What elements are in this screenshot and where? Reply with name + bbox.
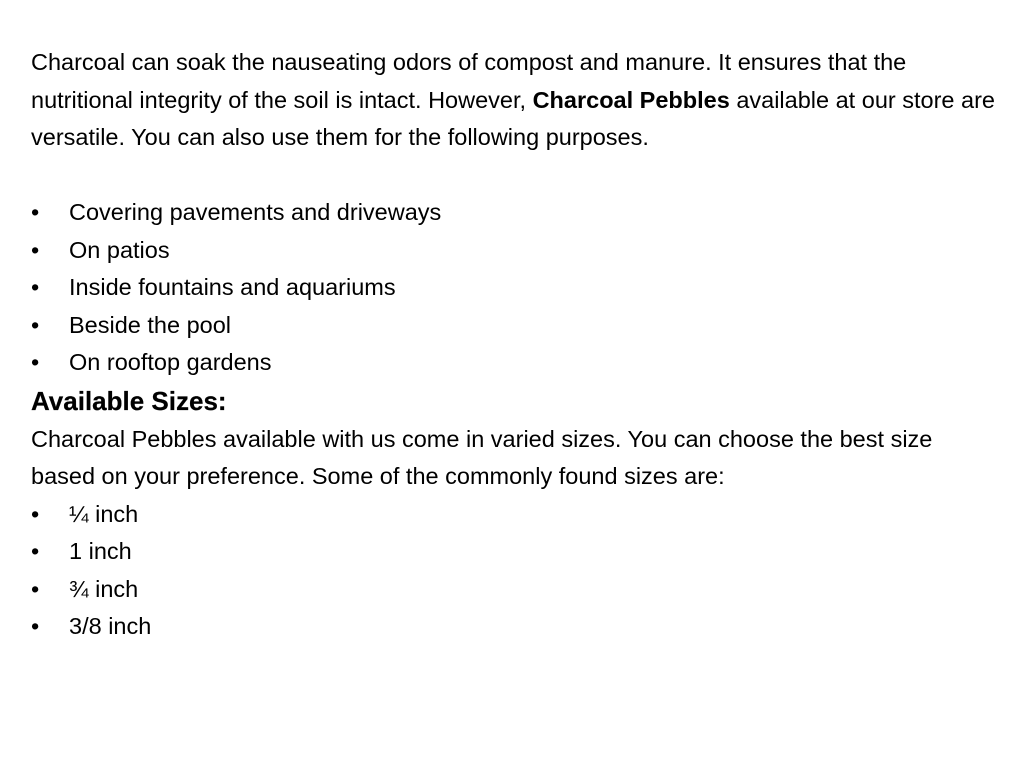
bullet-icon: • [31,199,40,225]
intro-text-before: Charcoal can soak the nauseating odors of compost and manure. It ensures that the nutritional integrity of the soil is intact. However, [31,49,907,113]
slide-content [31,44,996,646]
list-item-label: Inside fountains and aquariums [69,274,396,300]
intro-text-after: available at our store are versatile. You can also use them for the following purposes. [31,86,995,150]
list-item-label: On rooftop gardens [69,349,272,375]
sizes-heading [31,382,996,421]
list-item-label: ¾ inch [69,575,139,602]
bullet-icon: • [31,538,40,564]
uses-list [31,194,996,382]
bullet-icon: • [31,500,40,527]
sizes-list [31,496,996,646]
bullet-icon: • [31,575,40,602]
bullet-icon: • [31,236,40,263]
list-item [31,269,996,307]
intro-paragraph [31,44,996,157]
list-item-label: 1 inch [69,538,132,564]
bullet-icon: • [31,613,40,639]
intro-bold-product-name: Charcoal Pebbles [532,86,730,113]
bullet-icon: • [31,349,40,375]
list-item-label: Beside the pool [69,311,232,338]
bullet-icon: • [31,311,40,338]
list-item [31,232,996,270]
sizes-heading-text: Available Sizes: [31,385,227,416]
list-item [31,608,996,646]
list-item [31,496,996,534]
list-item-label: ¼ inch [69,500,139,527]
sizes-description: Charcoal Pebbles available with us come in varied sizes. You can choose the best size based on your preference. Some of the commonly found sizes are: [31,425,933,489]
list-item [31,571,996,609]
list-item-label: On patios [69,236,170,263]
list-item-label: Covering pavements and driveways [69,199,442,225]
list-item [31,307,996,345]
list-item-label: 3/8 inch [69,613,152,639]
list-item [31,533,996,571]
list-item [31,194,996,232]
list-item [31,344,996,382]
bullet-icon: • [31,274,40,300]
